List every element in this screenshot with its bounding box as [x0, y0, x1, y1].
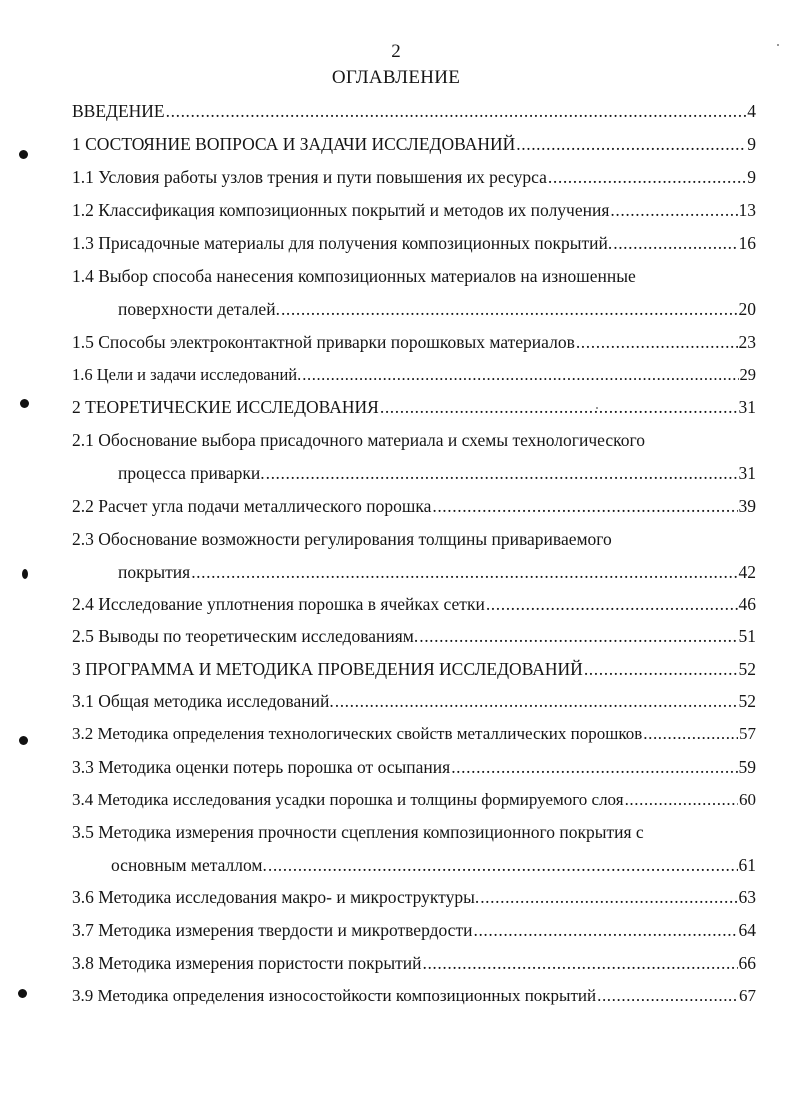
toc-page-number: 61: [738, 855, 756, 875]
dot-leader: [380, 394, 738, 420]
dot-leader: [166, 98, 747, 124]
toc-page-number: 31: [738, 397, 756, 417]
toc-entry-section-2-3-continuation: [0, 559, 792, 585]
toc-entry-text: ВВЕДЕНИЕ: [72, 101, 165, 121]
dot-leader: [584, 656, 738, 682]
toc-entry-text: основным металлом.: [111, 855, 267, 875]
toc-entry-text: 3.2 Методика определения технологических свойств металлических порошков: [72, 724, 643, 743]
dot-leader: [625, 787, 738, 813]
dot-leader: [516, 131, 746, 157]
toc-entry-section-3-7: [0, 917, 792, 943]
toc-page-number: 29: [739, 365, 756, 384]
toc-page-number: 52: [738, 659, 756, 679]
toc-entry-text: покрытия: [118, 562, 191, 582]
dot-leader: [432, 493, 737, 519]
toc-page-number: 4: [747, 101, 756, 121]
dot-leader: [610, 197, 737, 223]
toc-page-number: 59: [738, 757, 756, 777]
toc-entry-section-2-1-continuation: [0, 460, 792, 486]
toc-entry-text: 3.4 Методика исследования усадки порошка и толщины формируемого слоя: [72, 790, 624, 809]
toc-page-number: 64: [738, 920, 756, 940]
toc-entry-text: поверхности деталей.: [118, 299, 280, 319]
toc-entry-chapter-3: [0, 656, 792, 682]
page-number: 2: [391, 41, 401, 62]
toc-entry-section-1-6: [0, 362, 792, 388]
toc-entry-introduction: [0, 98, 792, 124]
toc-entry-text: 3.7 Методика измерения твердости и микротвердости: [72, 920, 473, 940]
toc-entry-chapter-1: [0, 131, 792, 157]
toc-page-number: 20: [738, 299, 756, 319]
toc-entry-text: 1.3 Присадочные материалы для получения композиционных покрытий.: [72, 233, 613, 253]
dot-leader: [419, 623, 737, 649]
dot-leader: [548, 164, 746, 190]
scan-speck: [777, 44, 779, 46]
toc-entry-section-3-2: [0, 721, 792, 747]
toc-page-number: 9: [747, 167, 756, 187]
toc-page-number: 66: [738, 953, 756, 973]
dot-leader: [597, 983, 738, 1009]
toc-page-number: 51: [738, 626, 756, 646]
binding-mark: [19, 150, 28, 159]
dot-leader: [473, 917, 737, 943]
binding-mark: [18, 989, 27, 998]
toc-page-number: 57: [739, 724, 756, 743]
toc-entry-section-3-1: [0, 688, 792, 714]
toc-entry-section-2-2: [0, 493, 792, 519]
dot-leader: [302, 362, 738, 388]
dot-leader: [480, 884, 737, 910]
toc-entry-text: 3.1 Общая методика исследований.: [72, 691, 334, 711]
toc-page-number: 52: [738, 691, 756, 711]
toc-entry-text: 1.2 Классификация композиционных покрытий и методов их получения: [72, 200, 610, 220]
dot-leader: [266, 460, 738, 486]
dot-leader: [281, 296, 738, 322]
dot-leader: [268, 852, 738, 878]
toc-entry-section-1-2: [0, 197, 792, 223]
toc-page-number: 67: [739, 986, 756, 1005]
binding-mark: [19, 736, 28, 745]
toc-entry-section-1-3: [0, 230, 792, 256]
toc-entry-text: 3.9 Методика определения износостойкости композиционных покрытий: [72, 986, 597, 1005]
toc-entry-section-2-4: [0, 591, 792, 617]
toc-page-number: 23: [738, 332, 756, 352]
dot-leader: [576, 329, 738, 355]
toc-entry-section-2-5: [0, 623, 792, 649]
toc-entry-section-1-4-continuation: [0, 296, 792, 322]
toc-entry-text: 2.2 Расчет угла подачи металлического порошка: [72, 496, 432, 516]
toc-entry-section-2-1: [0, 427, 792, 453]
toc-entry-text: 2 ТЕОРЕТИЧЕСКИЕ ИССЛЕДОВАНИЯ: [72, 397, 379, 417]
page-title: ОГЛАВЛЕНИЕ: [331, 67, 461, 88]
toc-page-number: 13: [738, 200, 756, 220]
toc-entry-chapter-2: [0, 394, 792, 420]
toc-entry-text: 2.4 Исследование уплотнения порошка в ячейках сетки: [72, 594, 485, 614]
toc-page-number: 31: [738, 463, 756, 483]
toc-entry-text: 3.8 Методика измерения пористости покрытий: [72, 953, 422, 973]
toc-page-number: 60: [739, 790, 756, 809]
toc-entry-text: процесса приварки.: [118, 463, 265, 483]
toc-entry-section-1-5: [0, 329, 792, 355]
binding-mark: [20, 399, 29, 408]
scan-speck: [596, 407, 598, 409]
toc-entry-section-3-8: [0, 950, 792, 976]
toc-entry-text: 2.3 Обоснование возможности регулирования толщины привариваемого: [72, 529, 612, 549]
toc-entry-section-3-5: [0, 819, 792, 845]
toc-page-number: 39: [738, 496, 756, 516]
toc-page-number: 16: [738, 233, 756, 253]
dot-leader: [422, 950, 737, 976]
toc-entry-text: 2.1 Обоснование выбора присадочного материала и схемы технологического: [72, 430, 645, 450]
toc-entry-section-1-1: [0, 164, 792, 190]
dot-leader: [335, 688, 738, 714]
toc-entry-section-3-3: [0, 754, 792, 780]
toc-entry-text: 1.6 Цели и задачи исследований.: [72, 365, 302, 384]
toc-entry-section-3-6: [0, 884, 792, 910]
toc-page-number: 9: [747, 134, 756, 154]
toc-entry-text: 1.1 Условия работы узлов трения и пути повышения их ресурса: [72, 167, 547, 187]
dot-leader: [451, 754, 737, 780]
toc-entry-section-3-4: [0, 787, 792, 813]
dot-leader: [191, 559, 737, 585]
dot-leader: [613, 230, 737, 256]
toc-page-number: 63: [738, 887, 756, 907]
toc-entry-text: 3.3 Методика оценки потерь порошка от осыпания: [72, 757, 451, 777]
toc-entry-text: 1.4 Выбор способа нанесения композиционных материалов на изношенные: [72, 266, 636, 286]
toc-page-number: 42: [738, 562, 756, 582]
dot-leader: [486, 591, 738, 617]
toc-entry-section-3-9: [0, 983, 792, 1009]
toc-entry-text: 3.5 Методика измерения прочности сцепления композиционного покрытия с: [72, 822, 644, 842]
toc-entry-section-2-3: [0, 526, 792, 552]
toc-entry-text: 3.6 Методика исследования макро- и микроструктуры.: [72, 887, 480, 907]
toc-entry-section-1-4: [0, 263, 792, 289]
toc-entry-text: 1.5 Способы электроконтактной приварки порошковых материалов: [72, 332, 575, 352]
binding-mark: [22, 569, 28, 579]
toc-entry-text: 3 ПРОГРАММА И МЕТОДИКА ПРОВЕДЕНИЯ ИССЛЕДОВАНИЙ: [72, 659, 583, 679]
toc-entry-text: 1 СОСТОЯНИЕ ВОПРОСА И ЗАДАЧИ ИССЛЕДОВАНИЙ: [72, 134, 516, 154]
toc-page-number: 46: [738, 594, 756, 614]
toc-entry-text: 2.5 Выводы по теоретическим исследованиям.: [72, 626, 419, 646]
dot-leader: [643, 721, 738, 747]
toc-entry-section-3-5-continuation: [0, 852, 792, 878]
